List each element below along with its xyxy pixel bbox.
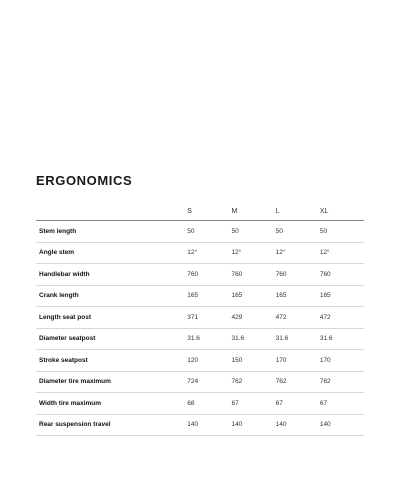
cell-value: 31.6	[275, 335, 289, 343]
row-label: Diameter seatpost	[39, 335, 96, 343]
table-row	[36, 329, 364, 351]
cell-value: 31.6	[231, 335, 245, 343]
table-row	[36, 393, 364, 415]
cell-value: 429	[231, 313, 243, 321]
cell-value: 140	[319, 421, 331, 429]
column-header-l: L	[275, 208, 280, 215]
table-row	[36, 221, 364, 243]
row-label: Handlebar width	[39, 270, 90, 278]
cell-value: 760	[275, 270, 287, 278]
row-label: Diameter tire maximum	[39, 378, 111, 386]
column-header-m: M	[231, 208, 238, 215]
table-row	[36, 307, 364, 329]
cell-value: 67	[319, 399, 328, 407]
cell-value: 170	[319, 356, 331, 364]
cell-value: 760	[319, 270, 331, 278]
cell-value: 762	[275, 378, 287, 386]
cell-value: 760	[187, 270, 199, 278]
cell-value: 67	[231, 399, 239, 407]
row-label: Length seat post	[39, 313, 92, 321]
cell-value: 165	[187, 292, 199, 300]
cell-value: 68	[187, 399, 195, 407]
ergonomics-section	[36, 172, 364, 429]
row-label: Width tire maximum	[39, 399, 102, 407]
cell-value: 165	[231, 292, 243, 300]
row-label: Rear suspension travel	[39, 421, 111, 429]
table-row	[36, 372, 364, 394]
cell-value: 50	[187, 227, 195, 235]
ergonomics-table	[36, 203, 364, 436]
cell-value: 67	[275, 399, 283, 407]
row-label: Stem length	[39, 227, 77, 235]
cell-value: 50	[275, 227, 283, 235]
cell-value: 140	[187, 421, 199, 429]
cell-value: 762	[231, 378, 243, 386]
table-header-row	[36, 203, 364, 221]
cell-value: 12°	[275, 249, 286, 257]
cell-value: 170	[275, 356, 287, 364]
cell-value: 150	[231, 356, 243, 364]
cell-value: 165	[319, 292, 331, 300]
table-row	[36, 243, 364, 265]
cell-value: 371	[187, 313, 199, 321]
cell-value: 140	[231, 421, 243, 429]
row-label: Stroke seatpost	[39, 356, 88, 364]
row-label: Angle stem	[39, 249, 75, 257]
cell-value: 724	[187, 378, 199, 386]
section-title: ERGONOMICS	[36, 173, 133, 188]
cell-value: 12°	[187, 249, 198, 257]
cell-value: 12°	[231, 249, 242, 257]
table-row	[36, 415, 364, 437]
cell-value: 50	[231, 227, 239, 235]
table-row	[36, 264, 364, 286]
cell-value: 140	[275, 421, 287, 429]
cell-value: 12°	[319, 249, 330, 257]
cell-value: 31.6	[319, 335, 333, 343]
table-row	[36, 350, 364, 372]
table-row	[36, 286, 364, 308]
cell-value: 762	[319, 378, 331, 386]
cell-value: 50	[319, 227, 328, 235]
row-label: Crank length	[39, 292, 79, 300]
column-header-s: S	[187, 208, 192, 215]
column-header-xl: XL	[319, 208, 329, 215]
cell-value: 120	[187, 356, 199, 364]
cell-value: 31.6	[187, 335, 200, 343]
cell-value: 165	[275, 292, 287, 300]
cell-value: 760	[231, 270, 243, 278]
cell-value: 472	[275, 313, 287, 321]
cell-value: 472	[319, 313, 331, 321]
